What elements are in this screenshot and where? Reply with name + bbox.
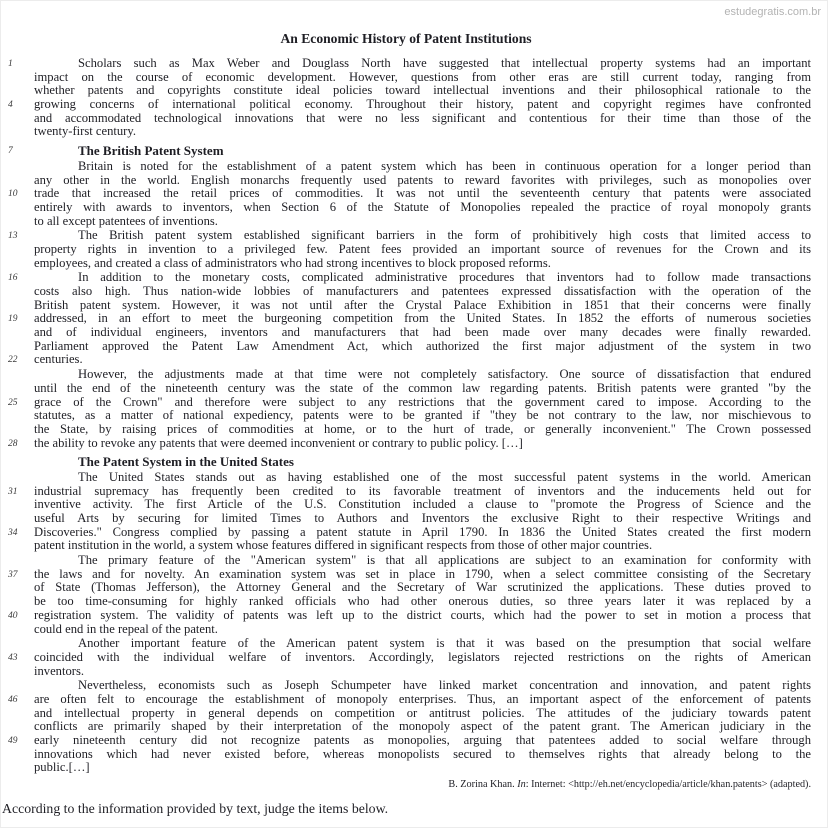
line-number: 28: [8, 438, 18, 449]
text-line: [34, 539, 811, 553]
line-number: 43: [8, 652, 18, 663]
line-text: the laws and for novelty. An examination system was set in place in 1790, when a select committee consisting of the Secretary: [34, 566, 811, 581]
line-text: In addition to the monetary costs, complicated administrative procedures that inventors had to follow made transactions: [78, 270, 811, 285]
text-line: [34, 112, 811, 126]
text-line: [34, 595, 811, 609]
line-text: the ability to revoke any patents that were deemed inconvenient or contrary to public policy. […]: [34, 435, 523, 450]
text-line: [34, 201, 811, 215]
line-text: until the end of the nineteenth century was the state of the common law regarding patents. British patents were granted "by the: [34, 380, 811, 395]
line-number: 10: [8, 189, 18, 200]
text-line: [34, 761, 811, 775]
line-number: 49: [8, 736, 18, 746]
line-text: the State, by raising prices of commodities at home, or to the hurt of trade, or generally inconvenient." The Crown possessed: [34, 421, 811, 436]
text-line: [34, 257, 811, 271]
text-line: [8, 186, 811, 201]
line-text: Another important feature of the American patent system is that it was based on the presumption that social welfare: [78, 636, 811, 651]
line-text: The British patent system established significant barriers in the form of prohibitively high costs that limited access to: [78, 228, 811, 243]
line-number: 16: [8, 273, 18, 284]
text-line: [34, 409, 811, 423]
text-line: [34, 581, 811, 595]
citation-in: In: [517, 779, 526, 791]
text-line: [34, 285, 811, 299]
line-text: The United States stands out as having established one of the most successful patent systems in the world. American: [78, 469, 811, 484]
line-text: to all except patentees of inventions.: [34, 213, 218, 228]
text-line: [34, 299, 811, 313]
line-text: Parliament approved the Patent Law Amendment Act, which authorized the first major adjustment of the system in two: [34, 338, 811, 353]
text-line: [8, 607, 811, 623]
line-text: be too time-consuming for highly ranked officials who had other onerous duties, so three years later it was replaced by a: [34, 594, 811, 609]
line-text: industrial supremacy has frequently been credited to its favorable treatment of inventors and the inducements held out for: [34, 483, 811, 498]
line-text: centuries.: [34, 352, 83, 367]
line-text: and intellectual property in general depends on competition or antitrust policies. The attitudes of the judiciary towards patent: [34, 705, 811, 720]
section-heading: [8, 143, 811, 159]
text-line: [34, 512, 811, 526]
text-line: [34, 637, 811, 651]
line-text: property rights in invention to a privileged few. Patent fees provided an important source of revenues for the Crown and its: [34, 241, 811, 256]
text-line: [8, 97, 811, 112]
line-number: 22: [8, 355, 18, 366]
text-line: [34, 125, 811, 139]
text-line: [8, 733, 811, 748]
text-line: [34, 623, 811, 637]
line-number: 13: [8, 231, 18, 242]
text-line: [34, 368, 811, 382]
line-text: any other in the world. English monarchs frequently used patents to reward favorites with privileges, such as monopolies over: [34, 172, 811, 187]
text-line: [8, 435, 811, 451]
text-body: [8, 56, 811, 791]
text-line: [8, 56, 811, 71]
text-line: [34, 215, 811, 229]
line-text: impact on the course of economic development. However, questions from other eras are still current today, ranging from: [34, 69, 811, 84]
text-line: [8, 691, 811, 707]
line-text: entirely with awards to inventors, when Section 6 of the Statute of Monopolies repealed the practice of royal monopoly grants: [34, 199, 811, 214]
page-title: An Economic History of Patent Institutions: [280, 31, 532, 46]
line-text: inventors.: [34, 663, 85, 678]
text-line: [8, 566, 811, 582]
footer-instruction: According to the information provided by text, judge the items below.: [2, 801, 389, 816]
text-line: [34, 665, 811, 679]
line-text: The British Patent System: [78, 143, 224, 159]
line-number: 25: [8, 397, 18, 408]
text-line: [34, 554, 811, 568]
text-line: [8, 352, 811, 367]
line-number: 40: [8, 610, 18, 621]
line-text: Nevertheless, economists such as Joseph Schumpeter have linked market concentration and innovation, and patent rights: [78, 678, 811, 693]
line-text: patent institution in the world, a system whose features differed in significant respects from those of other major countries.: [34, 538, 653, 553]
text-line: [34, 679, 811, 693]
text-line: [34, 498, 811, 512]
text-line: [34, 720, 811, 734]
text-line: [8, 483, 811, 499]
line-text: Scholars such as Max Weber and Douglass North have suggested that intellectual property systems had an important: [78, 56, 811, 70]
line-text: and accommodated technological innovations that were no less significant and contentious for their time than those of the: [34, 110, 811, 125]
line-number: 7: [8, 146, 13, 157]
line-number: 34: [8, 527, 18, 538]
line-text: useful Arts by securing for limited Times to Authors and Inventors the exclusive Right to their respective Writings and: [34, 511, 811, 525]
line-text: are often felt to encourage the establishment of monopoly enterprises. Thus, an important aspect of the enforcement of patents: [34, 691, 811, 706]
text-line: [8, 649, 811, 665]
line-text: whether patents and copyrights constitute ideal policies toward intellectual inventions and their philosophical rationale to the: [34, 83, 811, 98]
text-line: [8, 394, 811, 410]
line-text: costs also high. Thus nation-wide lobbies of manufacturers and patentees expressed dissatisfaction with the operation of the: [34, 284, 811, 298]
line-number: 4: [8, 100, 13, 111]
line-text: trade that increased the retail prices of commodities. It was not until the seventeenth century that patents were associated: [34, 186, 811, 201]
line-text: However, the adjustments made at that time were not completely satisfactory. One source of dissatisfaction that endured: [78, 367, 811, 382]
text-line: [8, 228, 811, 243]
line-number: 37: [8, 569, 18, 580]
text-line: [8, 311, 811, 326]
citation: [34, 778, 811, 791]
line-number: 19: [8, 314, 18, 325]
text-line: [34, 707, 811, 721]
text-line: [34, 382, 811, 396]
text-line: [34, 84, 811, 98]
text-line: [34, 340, 811, 354]
line-text: addressed, in an effort to meet the burgeoning competition from the United States. In 1852 the efforts of numerous societies: [34, 311, 811, 326]
line-text: and of individual engineers, inventors and manufacturers that had been made over many decades were finally rewarded.: [34, 325, 811, 340]
text-line: [34, 423, 811, 437]
text-line: [34, 471, 811, 485]
line-text: public.[…]: [34, 760, 90, 775]
line-text: registration system. The validity of patents was left up to the district courts, which had the power to set in motion a process that: [34, 607, 811, 622]
line-text: coincided with the individual welfare of inventors. Accordingly, legislators rejected restrictions on the rights of American: [34, 649, 811, 664]
line-text: British patent system. However, it was not until after the Crystal Palace Exhibition in 1851 that their concerns were finally: [34, 297, 811, 312]
line-text: Britain is noted for the establishment of a patent system which has been in continuous operation for a longer period than: [78, 158, 811, 173]
line-text: innovations which had never existed before, whereas monopolists secured to themselves rights that already belong to the: [34, 746, 811, 761]
line-text: The primary feature of the "American system" is that all applications are subject to an examination for conformity with: [78, 553, 811, 568]
citation-author: B. Zorina Khan.: [448, 779, 518, 791]
line-text: could end in the repeal of the patent.: [34, 621, 218, 636]
text-line: [34, 174, 811, 188]
citation-source: : Internet: <http://eh.net/encyclopedia/article/khan.patents> (adapted).: [525, 779, 811, 791]
watermark: estudegratis.com.br: [724, 6, 821, 18]
text-line: [8, 524, 811, 540]
text-line: [34, 748, 811, 762]
text-line: [34, 243, 811, 257]
line-number: 31: [8, 486, 18, 497]
text-line: [34, 160, 811, 174]
line-text: of State (Thomas Jefferson), the Attorney General and the Secretary of War scrutinized the applications. These duties proved to: [34, 580, 811, 595]
line-text: grace of the Crown" and therefore were subject to any restrictions that the government cared to impose. According to the: [34, 394, 811, 409]
line-text: The Patent System in the United States: [78, 454, 294, 470]
line-text: twenty-first century.: [34, 124, 136, 139]
line-number: 46: [8, 694, 18, 705]
text-line: [34, 71, 811, 85]
line-text: statutes, as a matter of national expediency, patents were to be granted if "they be not contrary to the law, nor mischievous to: [34, 408, 811, 423]
line-text: early nineteenth century did not recognize patents as monopolies, arguing that patentees added to social welfare through: [34, 733, 811, 747]
line-text: conflicts are primarily shaped by their interpretation of the monopoly aspect of the patent grant. The American judiciary in the: [34, 719, 811, 734]
line-text: employees, and created a class of administrators who had strong incentives to block proposed reforms.: [34, 255, 551, 270]
text-line: [8, 270, 811, 285]
line-number: 1: [8, 59, 13, 69]
line-text: growing concerns of international political economy. Throughout their history, patent and copyright regimes have confronted: [34, 97, 811, 112]
text-line: [34, 326, 811, 340]
section-heading: [34, 455, 811, 469]
line-text: inventive activity. The first Article of the U.S. Constitution included a clause to "promote the Progress of Science and the: [34, 497, 811, 512]
line-text: Discoveries." Congress complied by passing a patent statute in April 1790. In 1836 the United States created the first modern: [34, 524, 811, 539]
